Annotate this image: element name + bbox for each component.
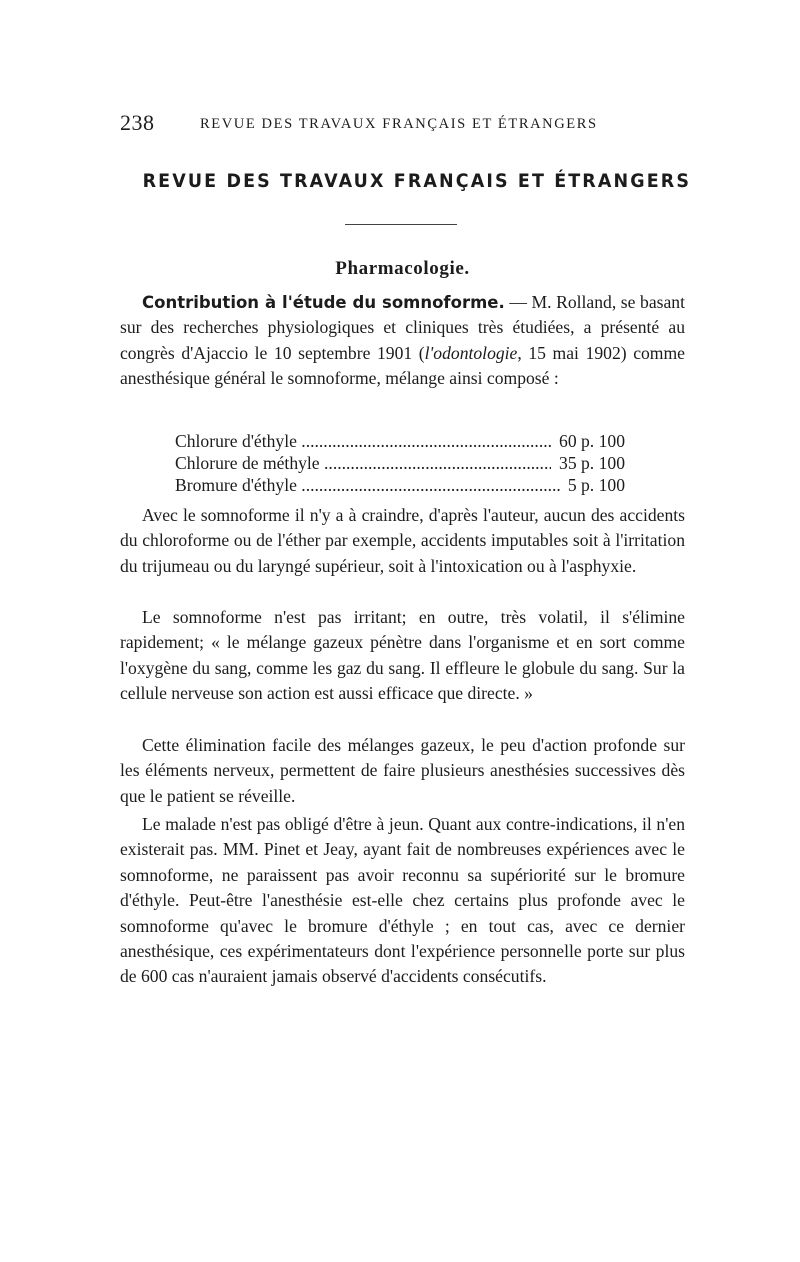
body-paragraph: Le somnoforme n'est pas irritant; en outre, très volatil, il s'élimine rapidement; « le mélange gazeux pénètre dans l'organisme et en sort comme l'oxygène du sang, comme les gaz du sang. Il effleure le globule du sang. Sur la cellule nerveuse son action est aussi efficace que directe. » (120, 607, 685, 704)
body-paragraph: Cette élimination facile des mélanges gazeux, le peu d'action profonde sur les éléments nerveux, permettent de faire plusieurs anesthésies successives dès que le patient se réveille. (120, 735, 685, 806)
journal-reference: l'odontologie (424, 342, 518, 363)
composition-row (175, 452, 625, 474)
composition-row (175, 474, 625, 496)
ingredient-quantity: 5 p. 100 (560, 474, 625, 496)
ingredient-name: Chlorure d'éthyle ..... (175, 430, 551, 452)
ingredient-name: Chlorure de méthyle ..... (175, 452, 551, 474)
section-divider (345, 224, 457, 225)
body-paragraph: Avec le somnoforme il n'y a à craindre, d'après l'auteur, aucun des accidents du chloroforme ou de l'éther par exemple, accidents imputables soit à l'irritation du trijumeau ou du laryngé supérieur, soit à l'intoxication ou à l'asphyxie. (120, 505, 685, 576)
intro-text-part-2: , 15 mai 1902) comme anesthésique général le somnoforme, mélange ainsi composé : (120, 342, 685, 389)
composition-row (175, 430, 625, 452)
intro-paragraph (120, 290, 685, 392)
article-lead-title: Contribution à l'étude du somnoforme. (142, 293, 505, 312)
subsection-title: Pharmacologie. (335, 258, 470, 279)
intro-text-part-1: — M. Rolland, se basant sur des recherches physiologiques et cliniques très étudiées, a présenté au congrès d'Ajaccio le 10 septembre 1901 ( (120, 292, 685, 363)
running-head (120, 110, 685, 140)
ingredient-quantity: 35 p. 100 (551, 452, 625, 474)
ingredient-name: Bromure d'éthyle ..... (175, 474, 560, 496)
running-title: REVUE DES TRAVAUX FRANÇAIS ET ÉTRANGERS (200, 116, 598, 132)
page-number: 238 (120, 110, 155, 135)
composition-list (175, 430, 625, 496)
section-title: REVUE DES TRAVAUX FRANÇAIS ET ÉTRANGERS (142, 170, 692, 192)
body-paragraph: Le malade n'est pas obligé d'être à jeun. Quant aux contre-indications, il n'en existerait pas. MM. Pinet et Jeay, ayant fait de nombreuses expériences avec le somnoforme, ne paraissent pas avoir reconnu sa supériorité sur le bromure d'éthyle. Peut-être l'anesthésie est-elle chez certains plus profonde avec le somnoforme qu'avec le bromure d'éthyle ; en tout cas, avec ce dernier anesthésique, ces expérimentateurs dont l'expérience personnelle porte sur plus de 600 cas n'auraient jamais observé d'accidents consécutifs. (120, 814, 685, 987)
ingredient-quantity: 60 p. 100 (551, 430, 625, 452)
